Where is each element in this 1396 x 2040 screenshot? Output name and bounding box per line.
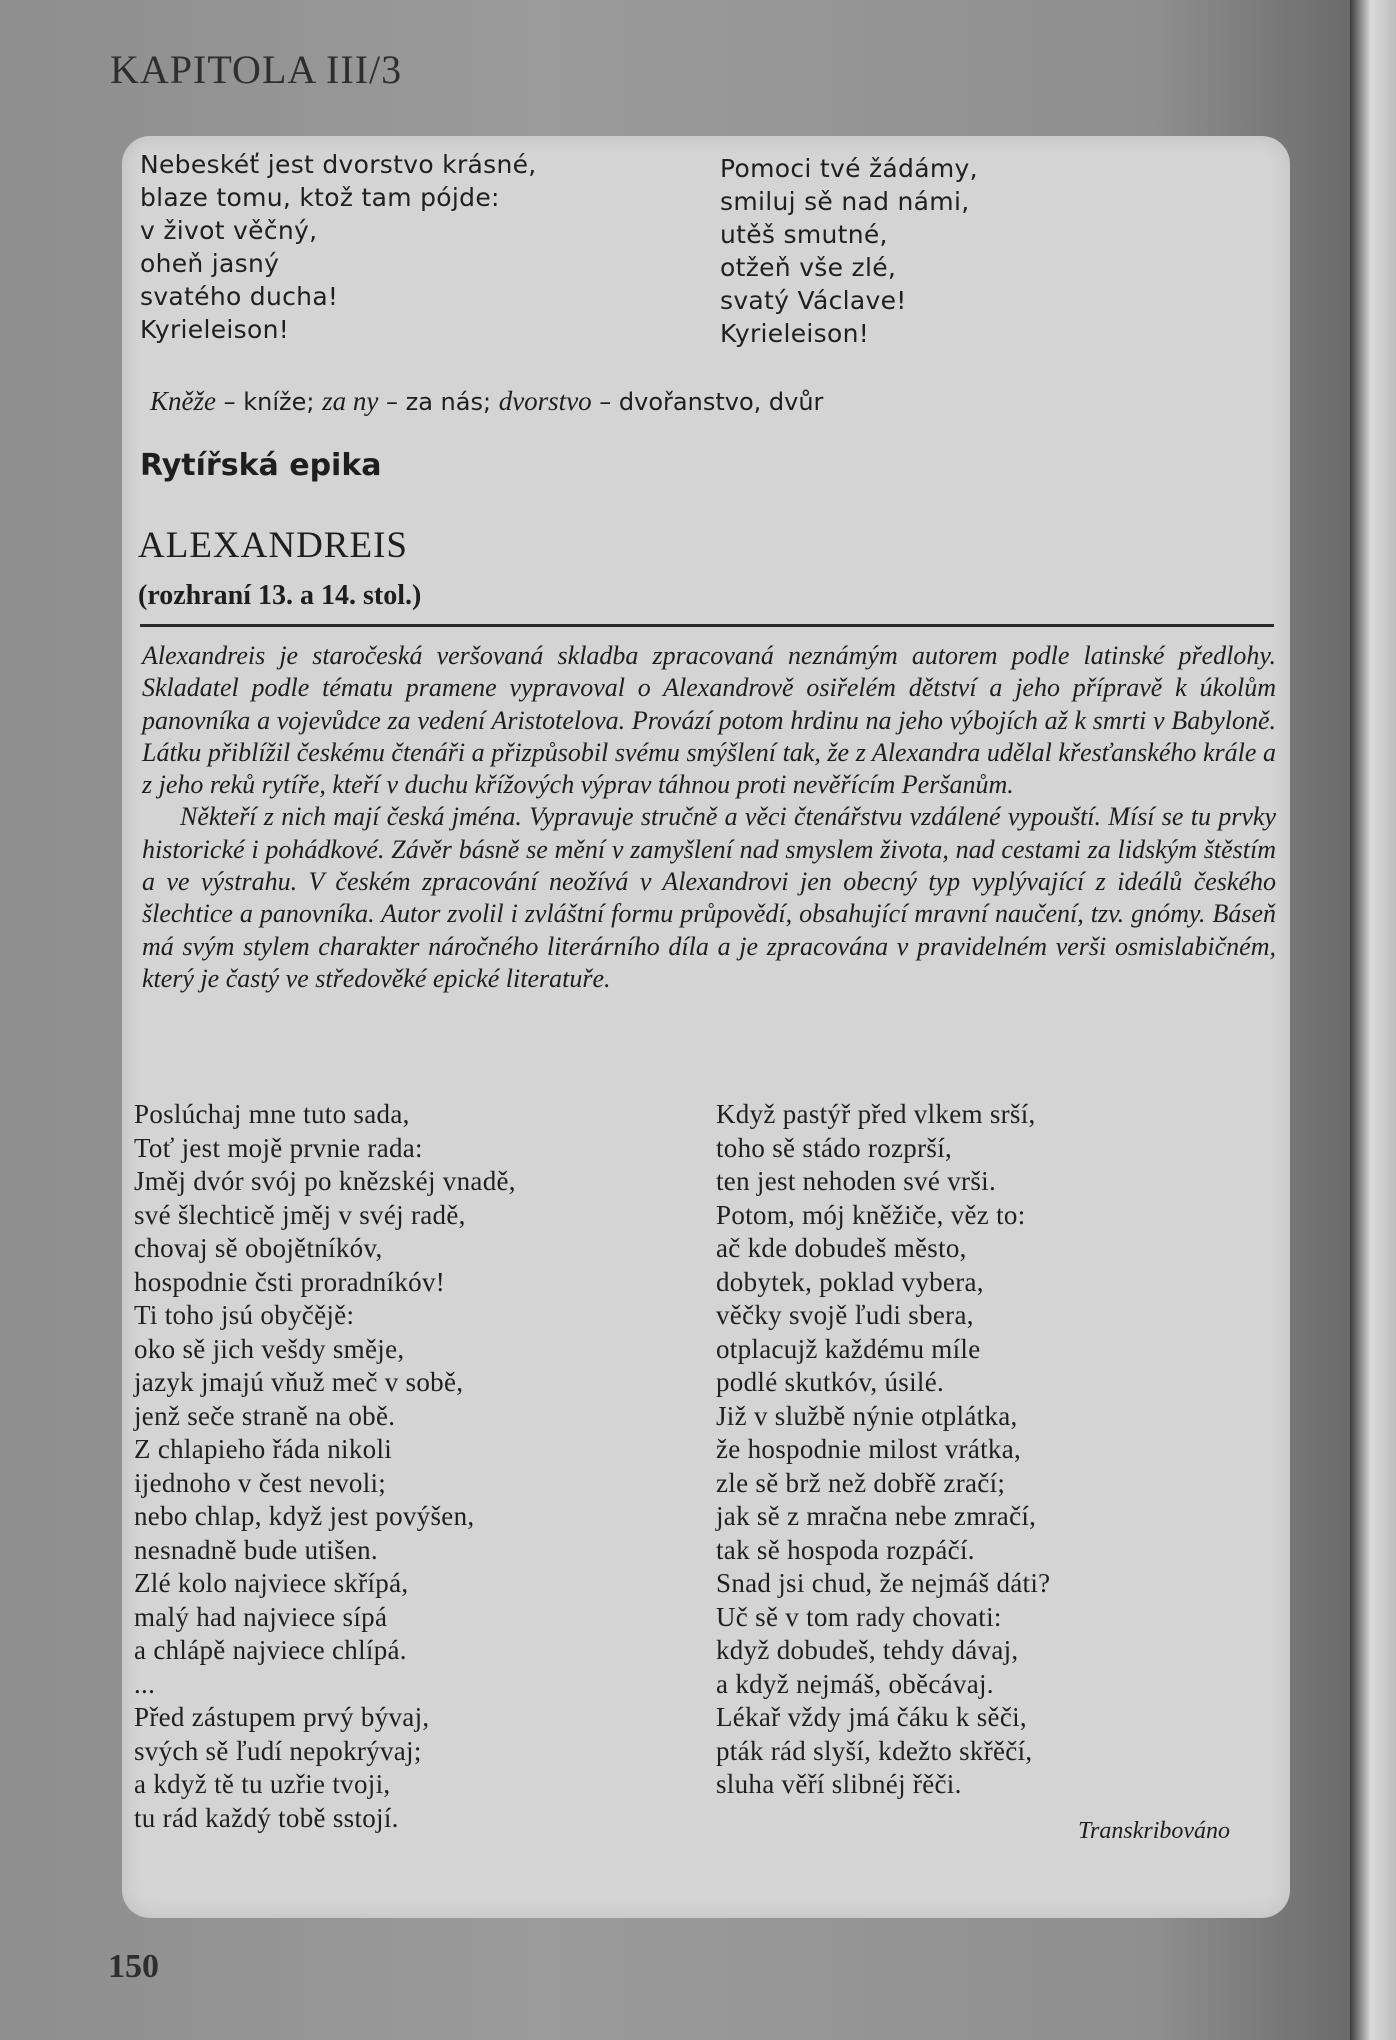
verse-line: smiluj sě nad námi, [720,187,970,216]
hymn-left-column [140,148,537,346]
verse-line: a když nejmáš, oběcávaj. [716,1668,994,1699]
verse-line: podlé skutkóv, úsilé. [716,1367,945,1397]
verse-line: Jměj dvór svój po knězskéj vnadě, [134,1166,516,1196]
verse-line: zle sě brž než dobřě zračí; [716,1467,1006,1498]
verse-line: Když pastýř před vlkem srší, [716,1099,1036,1129]
verse-line: Z chlapieho řáda nikoli [134,1434,393,1464]
verse-line: ... [134,1668,156,1699]
verse-line: Kyrieleison! [720,319,870,348]
verse-line: jazyk jmajú vňuž meč v sobě, [134,1367,464,1397]
verse-line: Potom, mój kněžiče, věz to: [716,1199,1026,1230]
verse-line: chovaj sě obojětníkóv, [134,1233,383,1263]
verse-line: věčky svojě ľudi sbera, [716,1300,974,1330]
intro-paragraph: Někteří z nich mají česká jména. Vypravuje stručně a věci čtenářstvu vzdálené vypouští. Mísí se tu prvky historické i pohádkové. Závěr básně se mění v zamyšlení nad smyslem života, nad cestami za lidským štěstím a ve výstrahu. V českém zpracování neožívá v Alexandrovi jen obecný typ vyplývající z ideálů českého šlechtice a panovníka. Autor zvolil i zvláštní formu průpovědí, obsahující mravní naučení, tzv. gnómy. Báseň má svým stylem charakter náročného literárního díla a je zpracována v pravidelném verši osmislabičném, který je častý ve středověké epické literatuře. [142,802,1276,993]
divider [140,624,1274,627]
verse-line: blaze tomu, ktož tam pójde: [140,183,500,212]
work-title: ALEXANDREIS [138,525,408,566]
verse-line: otžeň vše zlé, [720,253,897,282]
verse-line: oheň jasný [140,249,280,278]
verse-line: v život věčný, [140,216,318,245]
verse-line: když dobudeš, tehdy dávaj, [716,1635,1019,1665]
verse-line: Lékař vždy jmá čáku k sěči, [716,1702,1027,1732]
chapter-header: KAPITOLA III/3 [110,47,403,92]
verse-line: pták rád slyší, kdežto skřěčí, [716,1735,1033,1766]
verse-line: Toť jest mojě prvnie rada: [134,1132,423,1163]
attribution: Transkribováno [1078,1818,1231,1844]
gloss-term: dvorstvo [498,386,592,416]
verse-line: ten jest nehoden své vrši. [716,1166,996,1196]
verse-line: svých sě ľudí nepokrývaj; [134,1735,422,1766]
glossary-line [150,386,823,417]
verse-line: svatý Václave! [720,286,907,315]
page-edge [1350,0,1396,2040]
verse-line: Uč sě v tom rady chovati: [716,1601,1002,1632]
verse-line: hospodnie čsti proradníkóv! [134,1266,446,1297]
verse-line: tak sě hospoda rozpáčí. [716,1534,975,1565]
verse-line: ač kde dobudeš město, [716,1233,967,1263]
work-date: (rozhraní 13. a 14. stol.) [138,580,422,611]
section-title: Rytířská epika [140,448,382,483]
verse-line: nesnadně bude utišen. [134,1534,378,1565]
poem-left-column [134,1098,516,1835]
verse-line: Před zástupem prvý bývaj, [134,1702,430,1732]
hymn-right-column [720,152,978,350]
poem-right-column [716,1098,1050,1802]
verse-line: jenž seče straně na obě. [134,1400,396,1431]
verse-line: ijednoho v čest nevoli; [134,1467,387,1498]
verse-line: Snad jsi chud, že nejmáš dáti? [716,1568,1051,1598]
verse-line: utěš smutné, [720,220,888,249]
verse-line: Pomoci tvé žádámy, [720,154,978,183]
verse-line: a chlápě najviece chlípá. [134,1635,407,1665]
gloss-definition: – za nás; [378,388,499,416]
page-number: 150 [108,1948,159,1985]
intro-paragraph: Alexandreis je staročeská veršovaná skladba zpracovaná neznámým autorem podle latinské předlohy. Skladatel podle tématu pramene vypravoval o Alexandrově osiřelém dětství a jeho přípravě k úkolům panovníka a vojevůdce za vedení Aristotelova. Provází potom hrdinu na jeho výbojích až k smrti v Babyloně. Látku přiblížil českému čtenáři a přizpůsobil svému smýšlení tak, že z Alexandra udělal křesťanského krále a z jeho reků rytíře, kteří v duchu křížových výprav táhnou proti nevěřícím Peršanům. [142,641,1276,800]
verse-line: toho sě stádo rozprší, [716,1132,953,1163]
verse-line: dobytek, poklad vybera, [716,1266,984,1297]
verse-line: oko sě jich vešdy směje, [134,1333,405,1364]
verse-line: Zlé kolo najviece skřípá, [134,1568,409,1598]
verse-line: Poslúchaj mne tuto sada, [134,1099,410,1129]
gloss-definition: – kníže; [215,388,323,416]
verse-line: a když tě tu uzřie tvoji, [134,1769,391,1799]
verse-line: své šlechticě jměj v svéj radě, [134,1199,466,1230]
gloss-term: Kněže [150,386,216,416]
verse-line: jak sě z mračna nebe zmračí, [716,1501,1037,1531]
gloss-term: za ny [322,386,379,416]
verse-line: Kyrieleison! [140,315,290,344]
intro-text [142,640,1276,995]
verse-line: sluha věří slibnéj řěči. [716,1769,962,1799]
verse-line: Ti toho jsú obyčějě: [134,1300,355,1330]
verse-line: svatého ducha! [140,282,339,311]
verse-line: že hospodnie milost vrátka, [716,1434,1022,1464]
verse-line: otplacujž každému míle [716,1333,981,1364]
verse-line: malý had najviece sípá [134,1601,388,1632]
verse-line: Již v službě nýnie otplátka, [716,1400,1018,1431]
verse-line: tu rád každý tobě sstojí. [134,1802,399,1833]
verse-line: Nebeskéť jest dvorstvo krásné, [140,150,537,179]
gloss-definition: – dvořanstvo, dvůr [591,388,824,416]
verse-line: nebo chlap, když jest povýšen, [134,1501,475,1531]
